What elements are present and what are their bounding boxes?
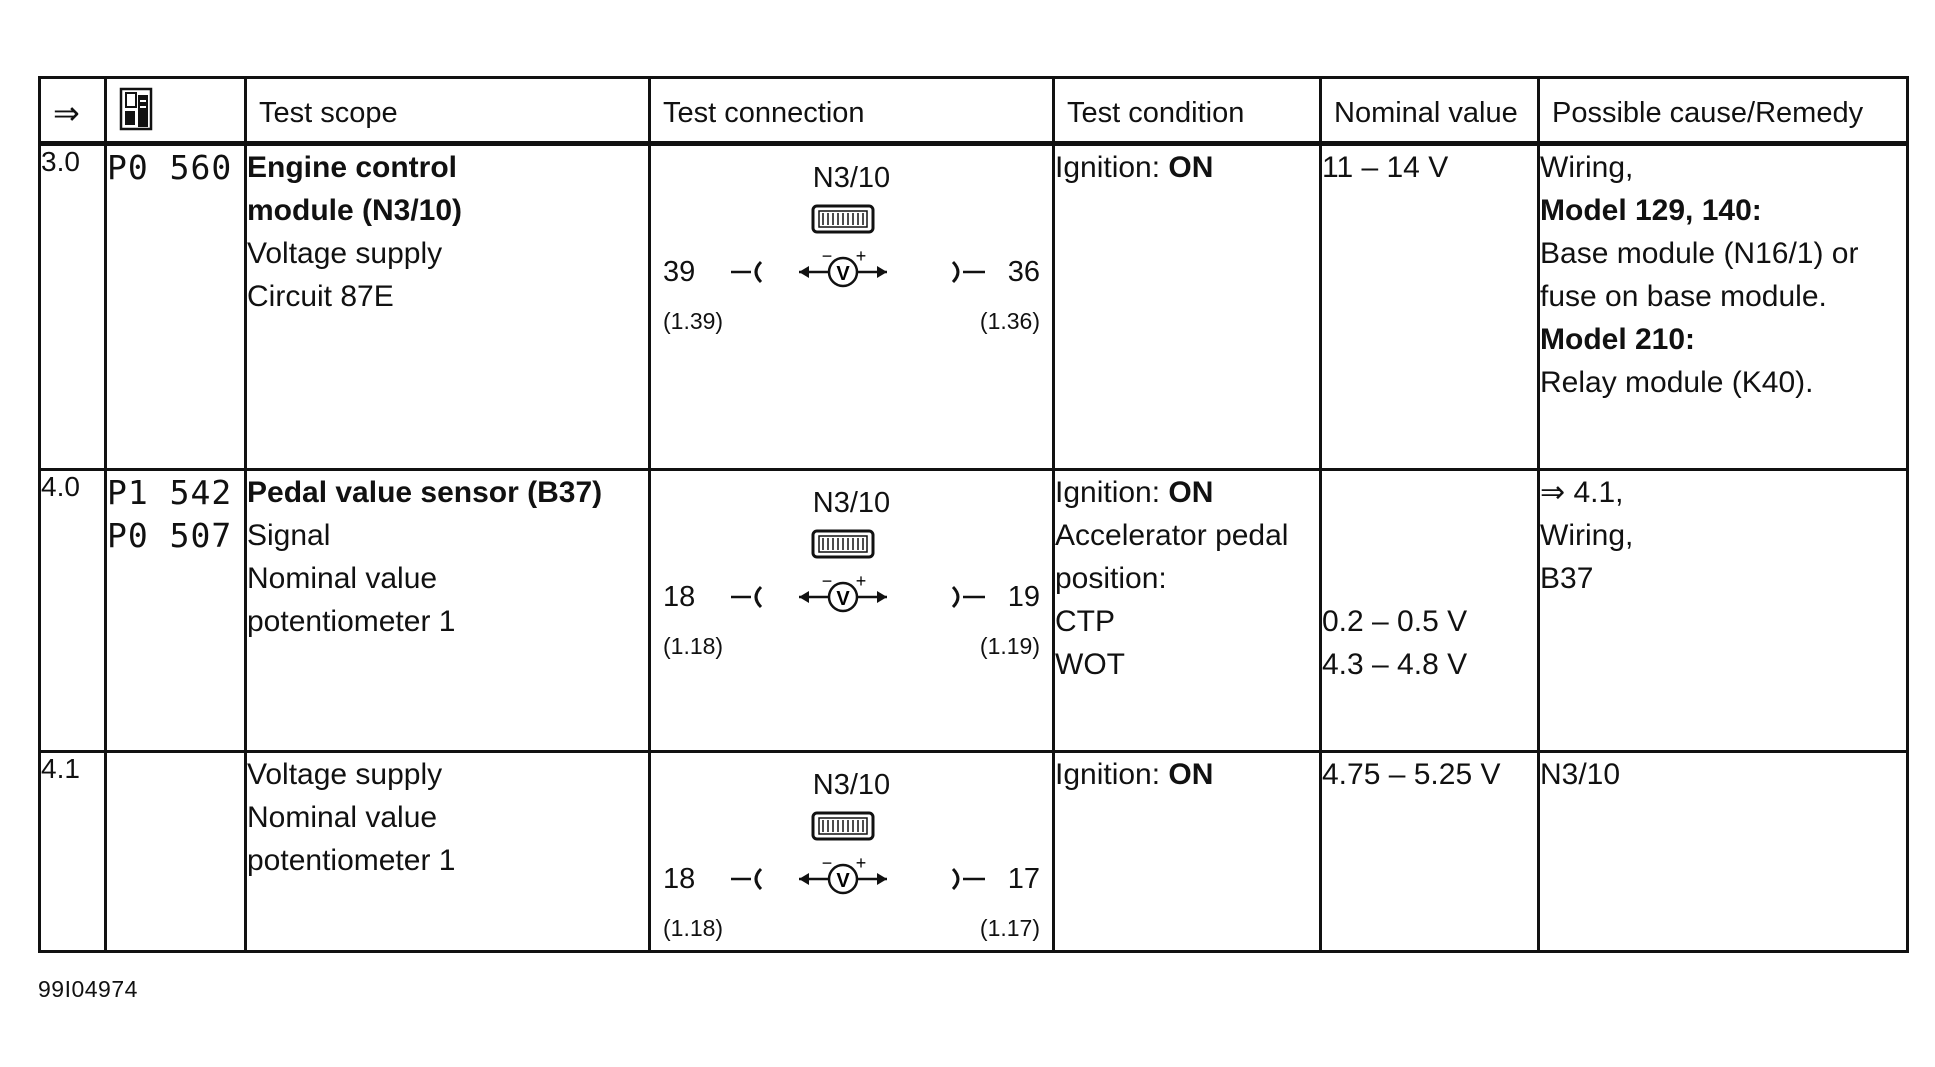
condition-text: Ignition: (1055, 151, 1169, 184)
left-pin-ref: (1.18) (663, 915, 724, 941)
test-connection-cell (650, 144, 1054, 470)
remedy-line: Wiring, (1540, 519, 1634, 552)
right-pin: 36 (1007, 256, 1040, 288)
condition-line (1055, 600, 1319, 643)
table-row (40, 752, 1908, 952)
right-pin-ref: (1.19) (979, 633, 1040, 659)
fault-code: P0 507 (107, 516, 233, 555)
test-condition-cell (1054, 144, 1321, 470)
test-scope-line: Nominal value (247, 801, 438, 834)
left-pin: 39 (663, 256, 696, 288)
left-pin: 18 (663, 581, 696, 613)
condition-line (1055, 514, 1319, 557)
test-condition-cell (1054, 752, 1321, 952)
nominal-value: 4.75 – 5.25 V (1322, 758, 1501, 791)
left-pin-ref: (1.39) (663, 308, 724, 334)
remedy-line: ⇒ 4.1, (1540, 476, 1624, 509)
condition-state: ON (1168, 476, 1214, 509)
table-row (40, 144, 1908, 470)
test-scope-title: Pedal value sensor (B37) (247, 476, 603, 509)
condition-text: Ignition: (1055, 476, 1169, 509)
condition-text: Accelerator pedal (1055, 519, 1289, 552)
remedy-line: Model 129, 140: (1540, 194, 1762, 227)
test-scope-line: Voltage supply (247, 758, 443, 791)
test-scope-title: Engine control (247, 151, 457, 184)
header-test-scope: Test scope (246, 78, 650, 144)
svg-text:V: V (836, 870, 850, 892)
svg-text:−: − (821, 853, 833, 873)
test-connection-cell (650, 752, 1054, 952)
svg-text:V: V (836, 263, 850, 285)
header-remedy: Possible cause/Remedy (1539, 78, 1908, 144)
remedy-line: B37 (1540, 562, 1594, 595)
table-row (40, 470, 1908, 752)
remedy-cell (1539, 752, 1908, 952)
condition-state: ON (1168, 151, 1214, 184)
fault-code: P1 542 (107, 473, 233, 512)
right-pin-ref: (1.36) (979, 308, 1040, 334)
nominal-value: 11 – 14 V (1322, 151, 1449, 184)
header-code (106, 78, 246, 144)
svg-text:−: − (821, 571, 833, 591)
step-cell: 4.1 (40, 752, 106, 952)
condition-text: Ignition: (1055, 758, 1169, 791)
condition-line (1055, 643, 1319, 686)
nominal-value (1322, 471, 1537, 514)
remedy-line: N3/10 (1540, 758, 1621, 791)
connection-diagram (651, 765, 1052, 945)
test-scope-line: potentiometer 1 (247, 844, 456, 877)
test-scope-line: potentiometer 1 (247, 605, 456, 638)
test-scope-line: Voltage supply (247, 237, 443, 270)
remedy-line: Wiring, (1540, 151, 1634, 184)
condition-line (1055, 146, 1319, 189)
fault-code-cell (106, 752, 246, 952)
condition-text: WOT (1055, 648, 1125, 681)
connector-label: N3/10 (812, 487, 891, 519)
nominal-value: 4.3 – 4.8 V (1322, 648, 1468, 681)
svg-text:V: V (836, 588, 850, 610)
remedy-cell (1539, 470, 1908, 752)
figure-reference: 99I04974 (38, 976, 138, 1002)
right-pin: 19 (1007, 581, 1040, 613)
step-cell: 3.0 (40, 144, 106, 470)
test-scope-cell (246, 144, 650, 470)
connector-label: N3/10 (812, 769, 891, 801)
condition-line (1055, 557, 1319, 600)
test-scope-line: Circuit 87E (247, 280, 394, 313)
nominal-value-cell (1321, 144, 1539, 470)
nominal-value-cell (1321, 470, 1539, 752)
diagnostic-tester-icon (119, 87, 153, 139)
diagnosis-table (38, 76, 1909, 953)
left-pin: 18 (663, 863, 696, 895)
connection-diagram (651, 483, 1052, 663)
test-connection-cell (650, 470, 1054, 752)
header-step: ⇒ (40, 78, 106, 144)
header-nominal-value: Nominal value (1321, 78, 1539, 144)
remedy-line: Relay module (K40). (1540, 366, 1814, 399)
condition-line (1055, 471, 1319, 514)
header-test-connection: Test connection (650, 78, 1054, 144)
right-pin: 17 (1007, 863, 1040, 895)
test-scope-line: Nominal value (247, 562, 438, 595)
test-condition-cell (1054, 470, 1321, 752)
fault-code: P0 560 (107, 148, 233, 187)
svg-text:+: + (855, 853, 867, 873)
remedy-cell (1539, 144, 1908, 470)
test-scope-cell (246, 470, 650, 752)
test-scope-cell (246, 752, 650, 952)
step-cell: 4.0 (40, 470, 106, 752)
svg-text:+: + (855, 246, 867, 266)
condition-text: CTP (1055, 605, 1115, 638)
header-row (40, 78, 1908, 144)
diagnosis-table-sheet (38, 76, 1906, 953)
condition-state: ON (1168, 758, 1214, 791)
nominal-value: 0.2 – 0.5 V (1322, 605, 1468, 638)
connector-label: N3/10 (812, 162, 891, 194)
left-pin-ref: (1.18) (663, 633, 724, 659)
condition-line (1055, 753, 1319, 796)
remedy-line: Model 210: (1540, 323, 1696, 356)
remedy-line: fuse on base module. (1540, 280, 1827, 313)
svg-text:+: + (855, 571, 867, 591)
fault-code-cell (106, 144, 246, 470)
right-pin-ref: (1.17) (979, 915, 1040, 941)
nominal-value-cell (1321, 752, 1539, 952)
test-scope-line: Signal (247, 519, 331, 552)
header-test-condition: Test condition (1054, 78, 1321, 144)
connection-diagram (651, 158, 1052, 338)
fault-code-cell (106, 470, 246, 752)
nominal-value (1322, 557, 1537, 600)
remedy-line: Base module (N16/1) or (1540, 237, 1859, 270)
svg-text:−: − (821, 246, 833, 266)
test-scope-title: module (N3/10) (247, 194, 463, 227)
nominal-value (1322, 514, 1537, 557)
condition-text: position: (1055, 562, 1167, 595)
